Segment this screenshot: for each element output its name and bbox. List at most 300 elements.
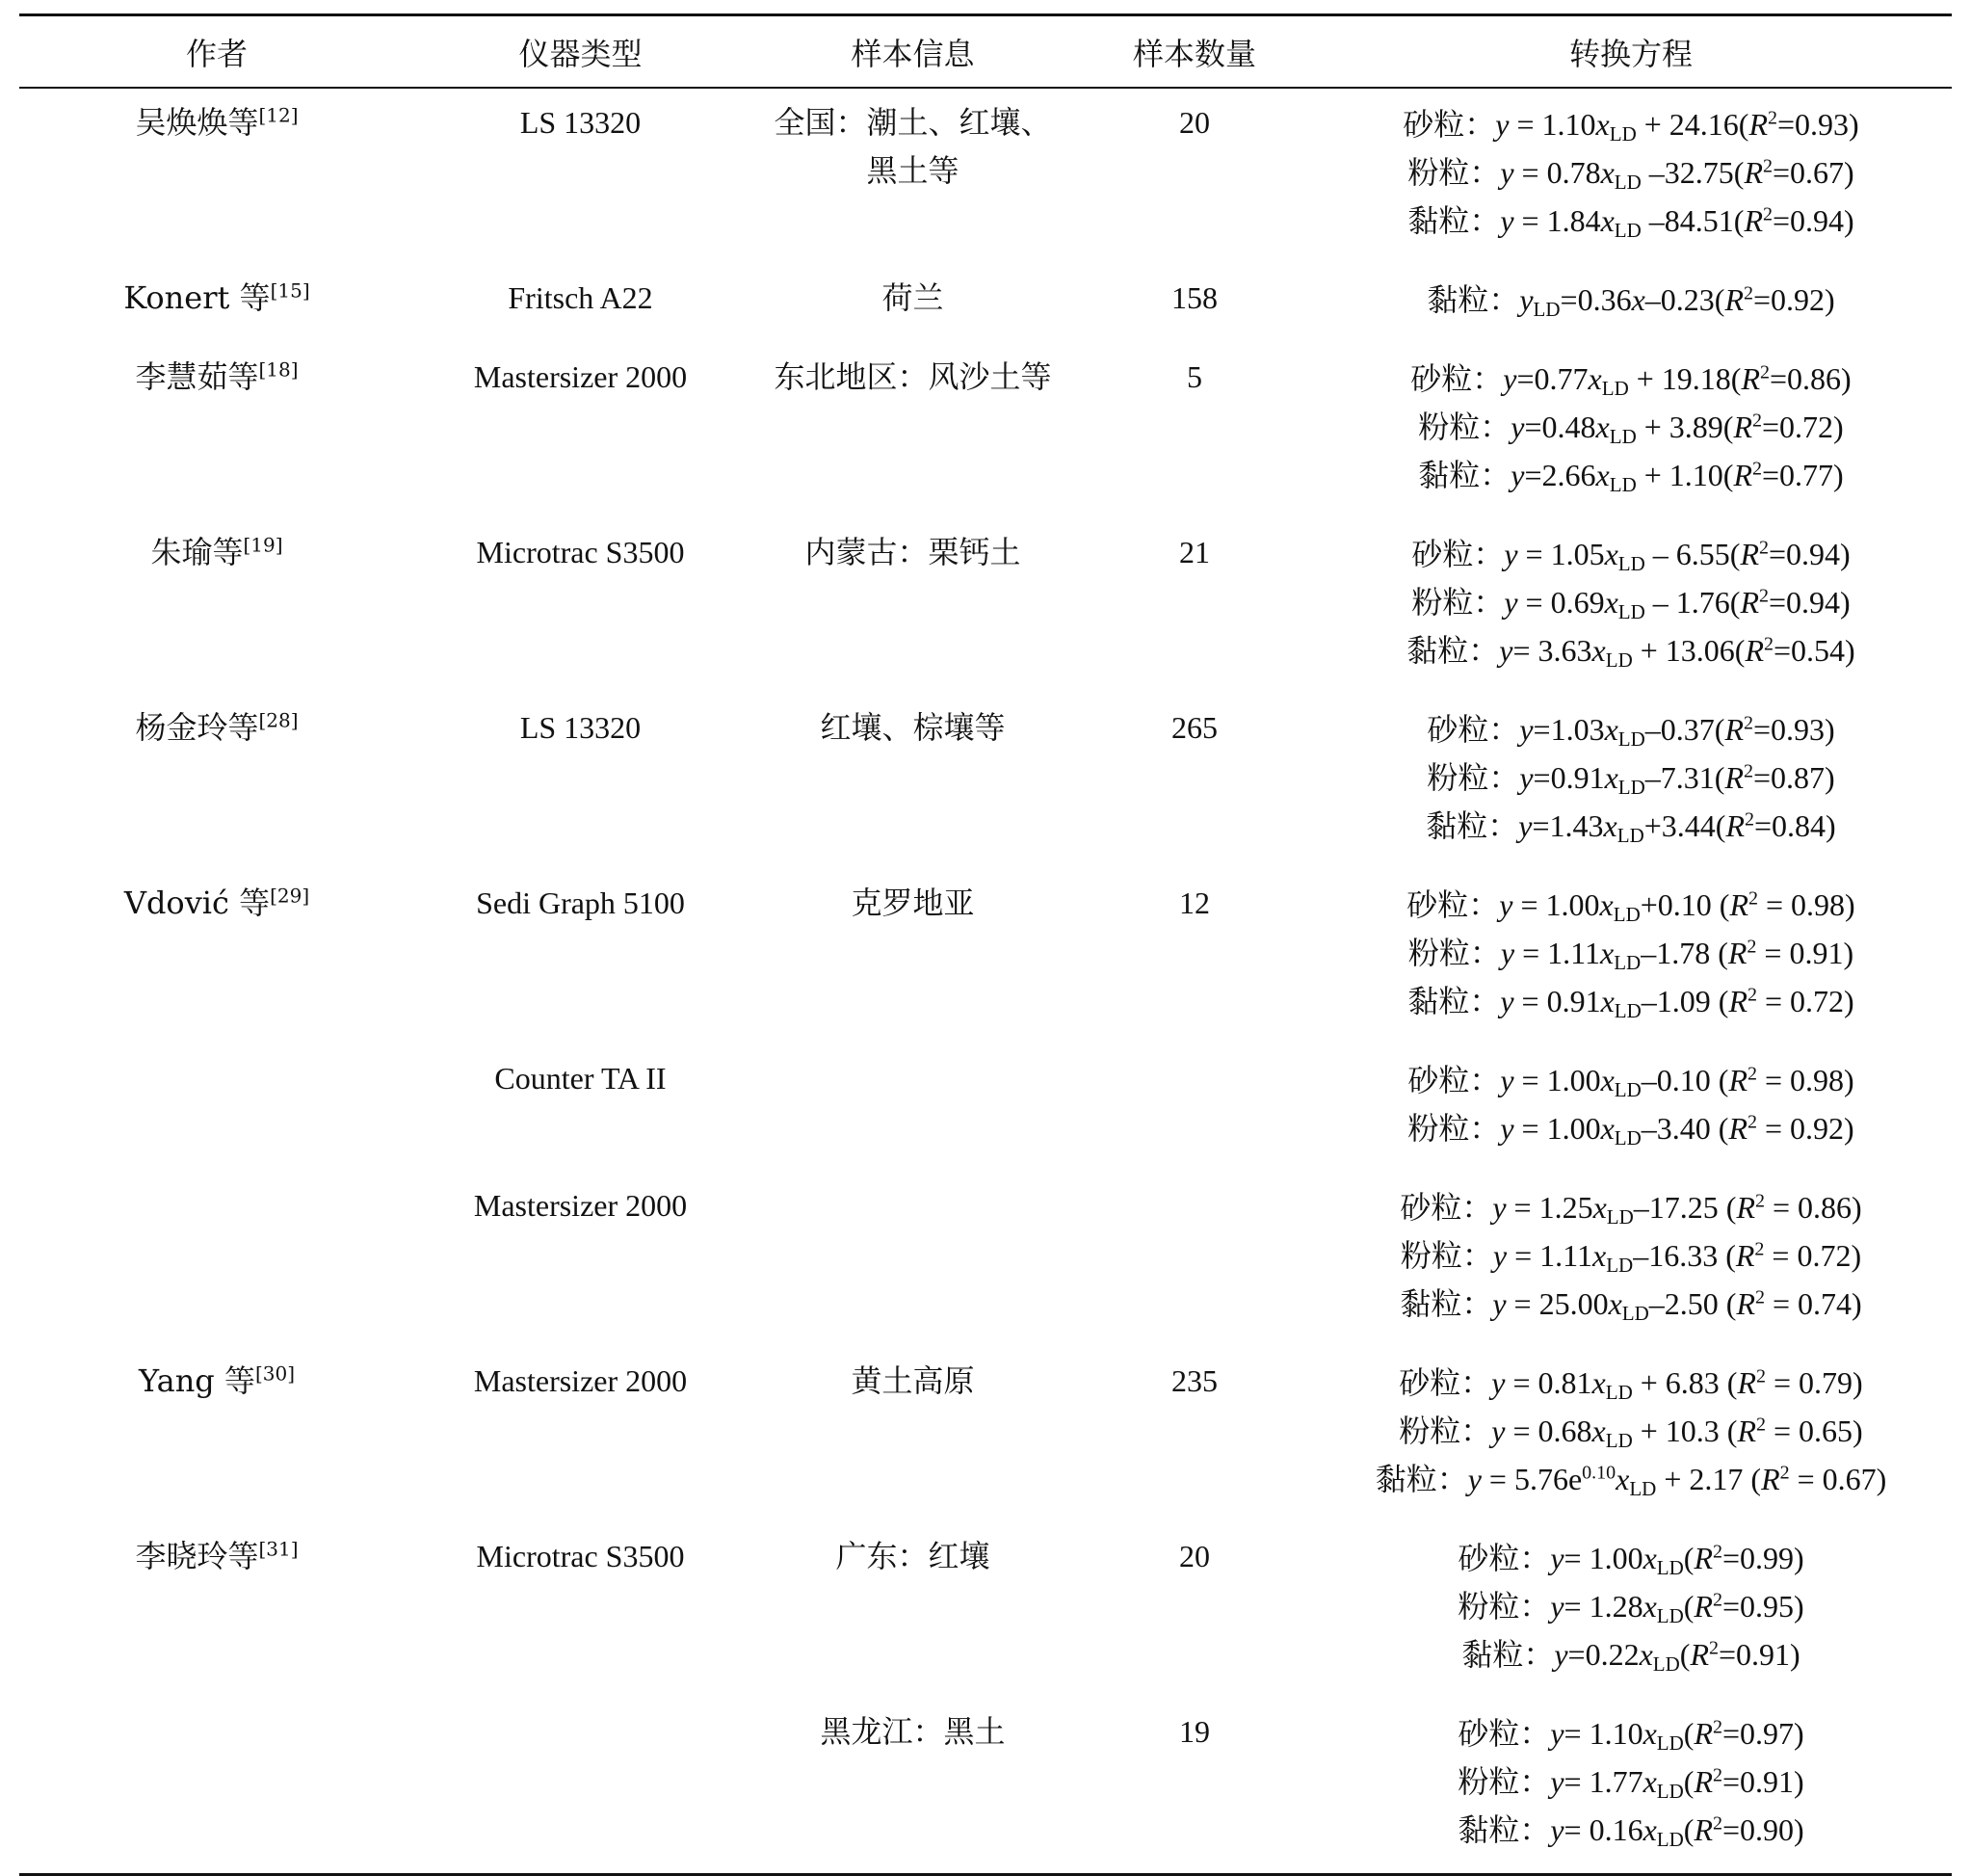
- intercept: –1.78 (: [1641, 936, 1728, 970]
- var-x: x: [1599, 887, 1614, 922]
- var-y: y: [1500, 1063, 1514, 1097]
- r-squared-exponent: 2: [1745, 808, 1754, 831]
- conversion-table: [19, 16, 1952, 1873]
- x-subscript: LD: [1605, 1381, 1633, 1404]
- var-x: x: [1588, 361, 1602, 396]
- coefficient: =0.36: [1560, 282, 1632, 317]
- r-squared-value: =0.77): [1762, 458, 1844, 492]
- author-cell: [19, 264, 414, 343]
- intercept: –1.09 (: [1641, 984, 1729, 1018]
- var-r: R: [1728, 1063, 1748, 1097]
- equation-line: [1310, 753, 1952, 802]
- reference-marker: [28]: [258, 708, 299, 732]
- x-subscript: LD: [1629, 1477, 1657, 1500]
- var-x: x: [1608, 1286, 1622, 1321]
- coefficient: = 1.25: [1506, 1190, 1593, 1225]
- intercept: + 1.10(: [1636, 458, 1734, 492]
- sample-info-cell: [747, 1172, 1079, 1347]
- coefficient: = 3.63: [1512, 633, 1592, 668]
- r-squared-exponent: 2: [1743, 712, 1753, 734]
- var-x: x: [1600, 984, 1615, 1018]
- var-y: y: [1550, 1541, 1564, 1575]
- r-squared-value: = 0.65): [1766, 1414, 1863, 1448]
- sample-info-line: 广东：红壤: [835, 1538, 990, 1574]
- reference-marker: [12]: [258, 103, 299, 127]
- var-r: R: [1740, 537, 1759, 571]
- sample-info-line: 黑土等: [866, 152, 959, 189]
- var-y: y: [1500, 203, 1514, 238]
- coefficient: = 1.28: [1564, 1589, 1643, 1624]
- author-cell: [19, 1347, 414, 1522]
- r-squared-exponent: 2: [1747, 936, 1757, 958]
- x-subscript: LD: [1605, 1429, 1633, 1452]
- var-r: R: [1740, 585, 1759, 620]
- fraction-label: 砂粒：: [1427, 711, 1520, 748]
- r-squared-exponent: 2: [1754, 1286, 1765, 1308]
- equation-line: [1310, 626, 1952, 674]
- intercept: + 10.3 (: [1632, 1414, 1738, 1448]
- r-squared-exponent: 2: [1708, 1637, 1719, 1659]
- x-subscript: LD: [1656, 1731, 1684, 1755]
- coefficient: = 0.78: [1513, 155, 1601, 190]
- table-row: [19, 343, 1952, 518]
- var-x: x: [1642, 1589, 1657, 1624]
- r-squared-exponent: 2: [1747, 1063, 1757, 1085]
- header-instrument: 仪器类型: [518, 35, 643, 72]
- var-y: y: [1492, 1238, 1508, 1273]
- r-squared-exponent: 2: [1712, 1764, 1722, 1786]
- var-y: y: [1500, 1111, 1514, 1146]
- r-squared-exponent: 2: [1760, 361, 1770, 383]
- var-y: y: [1500, 936, 1515, 970]
- equation-line: [1310, 802, 1952, 850]
- r-squared-value: =0.94): [1768, 585, 1851, 620]
- header-author: 作者: [185, 35, 248, 72]
- x-subscript: LD: [1614, 1078, 1642, 1101]
- coefficient: =0.77: [1516, 361, 1589, 396]
- coefficient: = 0.68: [1505, 1414, 1592, 1448]
- intercept: +0.10 (: [1640, 887, 1730, 922]
- coefficient: =0.48: [1524, 410, 1596, 444]
- sample-info-line: 荷兰: [881, 279, 944, 316]
- var-r: R: [1736, 1190, 1755, 1225]
- x-subscript: LD: [1609, 473, 1637, 496]
- var-r: R: [1761, 1462, 1780, 1496]
- var-y: y: [1554, 1637, 1568, 1672]
- fraction-label: 粉粒：: [1458, 1763, 1551, 1800]
- var-x: x: [1595, 107, 1610, 142]
- intercept: + 24.16(: [1636, 107, 1749, 142]
- intercept: (: [1683, 1764, 1695, 1799]
- r-squared-exponent: 2: [1779, 1462, 1790, 1484]
- table-row: [19, 1347, 1952, 1522]
- author-name: 朱瑜等: [150, 534, 244, 570]
- intercept: (: [1683, 1716, 1695, 1751]
- sample-info-line: 红壤、棕壤等: [820, 709, 1006, 746]
- equation-line: [1310, 881, 1952, 929]
- sample-info-cell: [747, 1698, 1079, 1873]
- equation-line: [1310, 578, 1952, 626]
- x-subscript: LD: [1614, 1126, 1642, 1149]
- var-r: R: [1727, 936, 1748, 970]
- coefficient: = 1.00: [1564, 1541, 1643, 1575]
- var-y: y: [1550, 1812, 1564, 1847]
- var-y: y: [1504, 537, 1518, 571]
- var-x: x: [1604, 585, 1618, 620]
- equation-cell: [1310, 89, 1952, 264]
- r-squared-value: = 0.67): [1789, 1462, 1887, 1496]
- instrument-cell: Sedi Graph 5100: [476, 885, 685, 920]
- equation-line: [1310, 403, 1952, 451]
- equation-line: [1310, 276, 1952, 324]
- author-name: 杨金玲等: [135, 709, 259, 746]
- r-squared-exponent: 2: [1743, 282, 1753, 304]
- coefficient: =2.66: [1524, 458, 1596, 492]
- var-r: R: [1729, 887, 1748, 922]
- header-sample-count: 样本数量: [1132, 35, 1256, 72]
- sample-info-cell: [747, 694, 1079, 869]
- equation-cell: [1310, 1172, 1952, 1347]
- var-y: y: [1511, 410, 1525, 444]
- x-subscript: LD: [1606, 1205, 1634, 1229]
- r-squared-value: =0.94): [1768, 537, 1851, 571]
- x-subscript: LD: [1617, 776, 1645, 799]
- var-x: x: [1604, 712, 1618, 747]
- author-name: 李晓玲等: [135, 1538, 259, 1574]
- coefficient: = 5.76e: [1481, 1462, 1583, 1496]
- equation-line: [1310, 1231, 1952, 1280]
- fraction-label: 黏粒：: [1418, 457, 1511, 493]
- header-row: [19, 16, 1952, 87]
- fraction-label: 粉粒：: [1458, 1588, 1551, 1625]
- var-r: R: [1733, 458, 1752, 492]
- var-x: x: [1604, 760, 1618, 795]
- var-x: x: [1591, 633, 1606, 668]
- sample-info-cell: [747, 343, 1079, 518]
- equation-cell: [1310, 869, 1952, 1044]
- var-y: y: [1519, 712, 1534, 747]
- var-x: x: [1603, 808, 1617, 843]
- equation-cell: [1310, 343, 1952, 518]
- coefficient: = 25.00: [1506, 1286, 1609, 1321]
- x-subscript: LD: [1617, 552, 1645, 575]
- r-squared-exponent: 2: [1743, 760, 1753, 782]
- r-squared-exponent: 2: [1712, 1812, 1722, 1835]
- conversion-table-sheet: [19, 13, 1952, 1876]
- intercept: –32.75(: [1641, 155, 1745, 190]
- r-squared-exponent: 2: [1762, 203, 1773, 225]
- r-squared-value: =0.90): [1721, 1812, 1804, 1847]
- instrument-cell: Mastersizer 2000: [473, 359, 688, 394]
- coefficient: =0.22: [1567, 1637, 1640, 1672]
- x-subscript: LD: [1656, 1556, 1684, 1579]
- var-y: y: [1550, 1764, 1564, 1799]
- table-row: [19, 1044, 1952, 1172]
- fraction-label: 粉粒：: [1411, 584, 1505, 621]
- author-cell: [19, 1698, 414, 1873]
- var-r: R: [1694, 1764, 1713, 1799]
- var-x: x: [1639, 1637, 1653, 1672]
- equation-cell: [1310, 1522, 1952, 1698]
- intercept: (: [1683, 1812, 1695, 1847]
- sample-count-cell: 158: [1171, 280, 1218, 315]
- fraction-label: 黏粒：: [1375, 1461, 1468, 1497]
- r-squared-value: =0.87): [1752, 760, 1835, 795]
- var-y: y: [1511, 458, 1525, 492]
- intercept: –7.31(: [1644, 760, 1725, 795]
- intercept: + 19.18(: [1628, 361, 1742, 396]
- instrument-cell: Fritsch A22: [508, 280, 653, 315]
- instrument-cell: Microtrac S3500: [476, 535, 685, 569]
- fraction-label: 粉粒：: [1407, 935, 1501, 971]
- equation-cell: [1310, 264, 1952, 343]
- fraction-label: 砂粒：: [1410, 360, 1504, 397]
- var-y: y: [1500, 984, 1514, 1018]
- sample-info-cell: [747, 518, 1079, 694]
- intercept: –84.51(: [1641, 203, 1745, 238]
- r-squared-value: =0.97): [1721, 1716, 1804, 1751]
- r-squared-exponent: 2: [1712, 1716, 1722, 1738]
- author-cell: [19, 869, 414, 1044]
- exponent: 0.10: [1582, 1462, 1616, 1484]
- var-r: R: [1745, 633, 1764, 668]
- intercept: –0.10 (: [1641, 1063, 1729, 1097]
- r-squared-value: = 0.72): [1764, 1238, 1862, 1273]
- sample-info-line: 黄土高原: [851, 1362, 975, 1399]
- var-x: x: [1631, 282, 1645, 317]
- var-y: y: [1504, 585, 1518, 620]
- table-row: [19, 869, 1952, 1044]
- instrument-cell: Microtrac S3500: [476, 1539, 685, 1573]
- r-squared-exponent: 2: [1758, 537, 1769, 559]
- coefficient: =0.91: [1533, 760, 1605, 795]
- var-x: x: [1600, 1063, 1615, 1097]
- equation-line: [1310, 451, 1952, 499]
- var-x: x: [1600, 1111, 1615, 1146]
- reference-marker: [30]: [254, 1361, 296, 1386]
- r-squared-value: = 0.79): [1766, 1365, 1863, 1400]
- var-r: R: [1736, 1286, 1755, 1321]
- r-squared-value: = 0.86): [1764, 1190, 1862, 1225]
- r-squared-value: =0.72): [1762, 410, 1844, 444]
- var-x: x: [1642, 1812, 1657, 1847]
- sample-count-cell: [1079, 1044, 1310, 1172]
- var-y: y: [1499, 633, 1513, 668]
- fraction-label: 砂粒：: [1400, 1189, 1493, 1226]
- r-squared-exponent: 2: [1762, 155, 1773, 177]
- header-sample-info: 样本信息: [851, 35, 975, 72]
- x-subscript: LD: [1613, 903, 1641, 926]
- author-name: 吴焕焕等: [135, 104, 259, 141]
- fraction-label: 黏粒：: [1406, 632, 1500, 669]
- var-r: R: [1694, 1716, 1713, 1751]
- r-squared-value: = 0.92): [1756, 1111, 1854, 1146]
- var-x: x: [1591, 1238, 1607, 1273]
- header-equation: 转换方程: [1568, 35, 1693, 72]
- x-subscript: LD: [1617, 600, 1645, 623]
- var-r: R: [1724, 712, 1744, 747]
- author-cell: [19, 1522, 414, 1698]
- coefficient: = 1.00: [1512, 887, 1600, 922]
- var-y: y: [1492, 1286, 1507, 1321]
- coefficient: = 0.91: [1513, 984, 1601, 1018]
- equation-line: [1310, 1709, 1952, 1757]
- coefficient: = 1.10: [1564, 1716, 1643, 1751]
- var-y: y: [1503, 361, 1517, 396]
- fraction-label: 粉粒：: [1427, 759, 1520, 796]
- var-x: x: [1642, 1764, 1657, 1799]
- equation-line: [1310, 1183, 1952, 1231]
- var-x: x: [1591, 1414, 1606, 1448]
- author-cell: [19, 343, 414, 518]
- reference-marker: [29]: [270, 884, 310, 908]
- fraction-label: 黏粒：: [1461, 1636, 1555, 1673]
- instrument-cell: LS 13320: [519, 105, 642, 140]
- var-r: R: [1728, 1111, 1748, 1146]
- fraction-label: 粉粒：: [1399, 1413, 1492, 1449]
- r-squared-value: =0.67): [1772, 155, 1854, 190]
- var-x: x: [1604, 537, 1618, 571]
- intercept: (: [1683, 1541, 1695, 1575]
- r-squared-exponent: 2: [1758, 585, 1769, 607]
- var-x: x: [1642, 1541, 1657, 1575]
- r-squared-exponent: 2: [1754, 1190, 1765, 1212]
- intercept: + 13.06(: [1632, 633, 1746, 668]
- equation-cell: [1310, 1698, 1952, 1873]
- var-y: y: [1550, 1589, 1564, 1624]
- fraction-label: 黏粒：: [1426, 807, 1519, 844]
- var-y: y: [1467, 1462, 1482, 1496]
- equation-line: [1310, 1280, 1952, 1328]
- table-row: [19, 264, 1952, 343]
- var-r: R: [1694, 1812, 1713, 1847]
- equation-cell: [1310, 1044, 1952, 1172]
- x-subscript: LD: [1601, 377, 1629, 400]
- fraction-label: 黏粒：: [1400, 1285, 1493, 1322]
- fraction-label: 黏粒：: [1458, 1811, 1551, 1848]
- sample-count-cell: 265: [1171, 710, 1218, 745]
- equation-line: [1310, 100, 1952, 148]
- equation-line: [1310, 355, 1952, 403]
- table-row: [19, 1172, 1952, 1347]
- r-squared-value: = 0.98): [1758, 887, 1855, 922]
- var-y: y: [1518, 808, 1533, 843]
- x-subscript: LD: [1656, 1604, 1684, 1627]
- var-r: R: [1744, 203, 1763, 238]
- var-r: R: [1744, 155, 1763, 190]
- intercept: + 3.89(: [1636, 410, 1734, 444]
- sample-count-cell: 21: [1179, 535, 1210, 569]
- reference-marker: [15]: [270, 278, 310, 303]
- r-squared-value: =0.54): [1774, 633, 1855, 668]
- table-row: [19, 694, 1952, 869]
- coefficient: = 0.16: [1564, 1812, 1643, 1847]
- var-r: R: [1735, 1238, 1755, 1273]
- equation-line: [1310, 1630, 1952, 1678]
- r-squared-exponent: 2: [1747, 1111, 1757, 1133]
- author-cell: [19, 89, 414, 264]
- var-y: y: [1519, 282, 1534, 317]
- var-r: R: [1725, 808, 1745, 843]
- fraction-label: 砂粒：: [1399, 1364, 1492, 1401]
- author-name: Konert 等: [123, 279, 271, 316]
- var-x: x: [1600, 203, 1615, 238]
- var-x: x: [1616, 1462, 1630, 1496]
- author-cell: [19, 1172, 414, 1347]
- var-r: R: [1737, 1365, 1756, 1400]
- intercept: –0.37(: [1644, 712, 1725, 747]
- fraction-label: 砂粒：: [1406, 886, 1500, 923]
- var-r: R: [1694, 1541, 1713, 1575]
- var-x: x: [1600, 155, 1615, 190]
- var-y: y: [1491, 1414, 1506, 1448]
- sample-info-line: 全国：潮土、红壤、: [774, 104, 1052, 141]
- fraction-label: 砂粒：: [1458, 1540, 1551, 1576]
- intercept: –2.50 (: [1648, 1286, 1737, 1321]
- x-subscript: LD: [1621, 1302, 1649, 1325]
- x-subscript: LD: [1606, 1254, 1634, 1277]
- sample-info-cell: [747, 1522, 1079, 1698]
- sample-info-cell: [747, 869, 1079, 1044]
- x-subscript: LD: [1617, 727, 1645, 751]
- sample-info-cell: [747, 89, 1079, 264]
- intercept: –17.25 (: [1633, 1190, 1737, 1225]
- equation-line: [1310, 705, 1952, 753]
- sample-info-cell: [747, 1044, 1079, 1172]
- x-subscript: LD: [1609, 122, 1637, 145]
- x-subscript: LD: [1652, 1652, 1680, 1676]
- table-row: [19, 1698, 1952, 1873]
- x-subscript: LD: [1656, 1828, 1684, 1851]
- sample-info-line: 内蒙古：栗钙土: [804, 534, 1021, 570]
- var-y: y: [1500, 155, 1514, 190]
- sample-count-cell: 12: [1179, 885, 1210, 920]
- table-row: [19, 518, 1952, 694]
- instrument-cell: Mastersizer 2000: [473, 1363, 688, 1398]
- r-squared-exponent: 2: [1756, 1365, 1766, 1387]
- intercept: + 6.83 (: [1632, 1365, 1738, 1400]
- coefficient: = 1.10: [1509, 107, 1596, 142]
- equation-cell: [1310, 694, 1952, 869]
- r-squared-value: =0.91): [1718, 1637, 1800, 1672]
- var-x: x: [1595, 410, 1610, 444]
- table-row: [19, 89, 1952, 264]
- coefficient: = 1.84: [1513, 203, 1601, 238]
- fraction-label: 砂粒：: [1458, 1715, 1551, 1752]
- instrument-cell: LS 13320: [519, 710, 642, 745]
- r-squared-value: =0.84): [1754, 808, 1836, 843]
- equation-line: [1310, 148, 1952, 197]
- intercept: (: [1679, 1637, 1691, 1672]
- var-r: R: [1728, 984, 1748, 1018]
- x-subscript: LD: [1609, 425, 1637, 448]
- equation-line: [1310, 1407, 1952, 1455]
- intercept: (: [1683, 1589, 1695, 1624]
- sample-count-cell: 20: [1179, 105, 1210, 140]
- var-r: R: [1741, 361, 1760, 396]
- var-y: y: [1550, 1716, 1564, 1751]
- r-squared-exponent: 2: [1752, 458, 1762, 480]
- sample-info-line: 克罗地亚: [851, 885, 975, 921]
- var-x: x: [1599, 936, 1615, 970]
- coefficient: = 1.11: [1514, 936, 1600, 970]
- x-subscript: LD: [1605, 648, 1633, 672]
- r-squared-value: = 0.72): [1756, 984, 1854, 1018]
- var-r: R: [1748, 107, 1768, 142]
- equation-line: [1310, 1806, 1952, 1854]
- r-squared-exponent: 2: [1764, 633, 1774, 655]
- x-subscript: LD: [1614, 171, 1642, 194]
